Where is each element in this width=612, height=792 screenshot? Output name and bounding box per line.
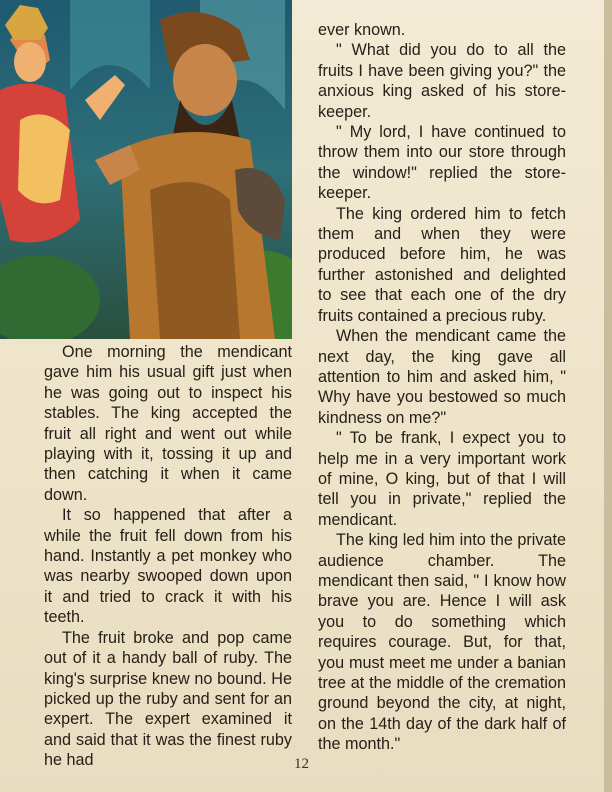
page-edge (604, 0, 612, 792)
paragraph: It so happened that after a while the fruit fell down from his hand. Instantly a pet monkey who was nearby swooped down upon it and tried to crack it with his teeth. (44, 506, 292, 627)
paragraph: " What did you do to all the fruits I have been giving you?" the anxious king asked of his store-keeper. (318, 41, 566, 121)
paragraph: " To be frank, I expect you to help me in a very important work of mine, O king, but of that I will tell you in private," replied the mendicant. (318, 429, 566, 529)
left-text-column (44, 342, 292, 771)
paragraph: The king led him into the private audience chamber. The mendicant then said, " I know how brave you are. Hence I will ask you to do something which requires courage. But, for that, you must meet me under a banian tree at the middle of the cremation ground beyond the city, at night, on the 14th day of the dark half of the month." (318, 531, 566, 754)
paragraph: One morning the mendicant gave him his usual gift just when he was going out to inspect his stables. The king accepted the fruit all right and went out while playing with it, tossing it up and then catching it when it came down. (44, 343, 292, 504)
paragraph-continuation: ever known. (318, 21, 406, 39)
paragraph: When the mendicant came the next day, the king gave all attention to him and asked him, " Why have you bestowed so much kindness on me?" (318, 327, 566, 427)
paragraph: The king ordered him to fetch them and when they were produced before him, he was further astonished and delighted to see that each one of the dry fruits contained a precious ruby. (318, 204, 566, 325)
paragraph: " My lord, I have continued to throw them into our store through the window!" replied the store-keeper. (318, 123, 566, 203)
paragraph: The fruit broke and pop came out of it a handy ball of ruby. The king's surprise knew no bound. He picked up the ruby and sent for an expert. The expert examined it and said that it was the finest ruby he had (44, 628, 292, 770)
right-text-column (318, 20, 566, 755)
page-number: 12 (294, 756, 309, 772)
king-and-mendicant-illustration (0, 0, 292, 339)
